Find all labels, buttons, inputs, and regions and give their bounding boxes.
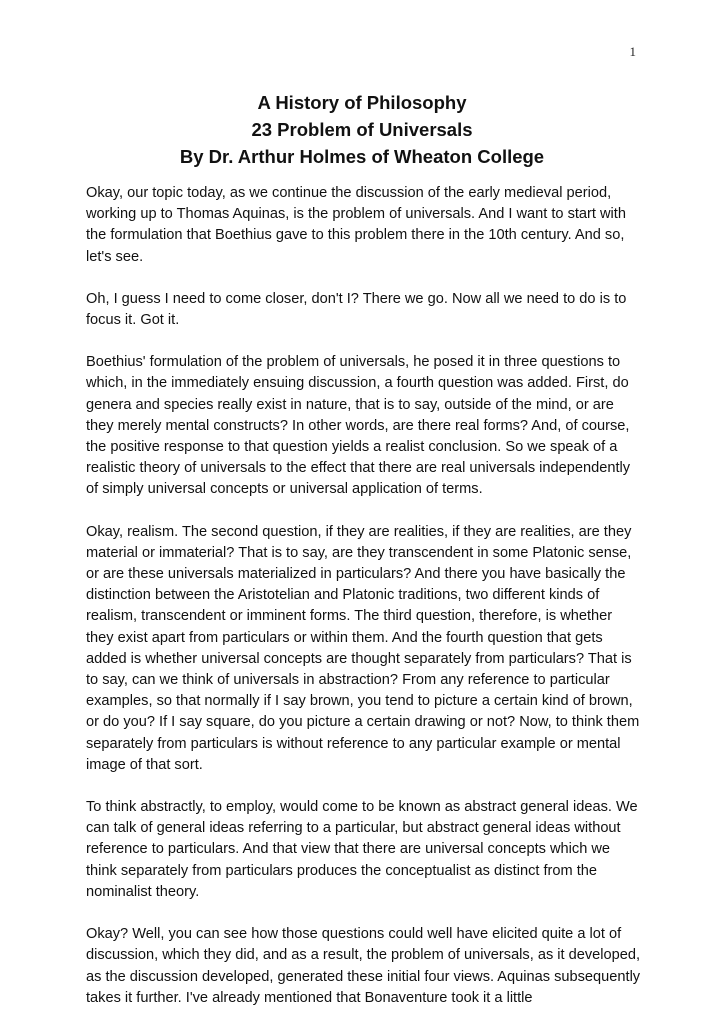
paragraph: To think abstractly, to employ, would come to be known as abstract general ideas. We can talk of general ideas referring to a particular, but abstract general ideas without reference to particulars. And that view that there are universal concepts which we think separately from particulars produces the conceptualist as distinct from the nominalist theory. <box>86 799 638 900</box>
document-body <box>86 183 642 1030</box>
paragraph: Okay? Well, you can see how those questions could well have elicited quite a lot of discussion, which they did, and as a result, the problem of universals, as it developed, as the discussion developed, generated these initial four views. Aquinas subsequently takes it further. I've already mentioned that Bonaventure took it a little <box>86 926 641 1006</box>
paragraph: Okay, our topic today, as we continue the discussion of the early medieval period, working up to Thomas Aquinas, is the problem of universals. And I want to start with the formulation that Boethius gave to this problem there in the 10th century. And so, let's see. <box>86 185 626 265</box>
title-series: A History of Philosophy <box>257 92 467 113</box>
page-number: 1 <box>629 44 636 59</box>
document-title <box>0 89 724 170</box>
paragraph: Okay, realism. The second question, if they are realities, if they are realities, are they material or immaterial? That is to say, are they transcendent in some Platonic sense, or are these universals materialized in particulars? And there you have basically the distinction between the Aristotelian and Platonic traditions, two different kinds of realism, transcendent or imminent forms. The third question, therefore, is whether they exist apart from particulars or within them. And the fourth question that gets added is whether universal concepts are thought separately from particulars? That is to say, can we think of universals in abstraction? From any reference to particular examples, so that normally if I say brown, you tend to picture a certain kind of brown, or do you? If I say square, do you picture a certain drawing or not? Now, to think them separately from particulars is without reference to any particular example or mental image of that sort. <box>86 523 640 773</box>
title-lecture: 23 Problem of Universals <box>251 119 473 140</box>
title-author: By Dr. Arthur Holmes of Wheaton College <box>179 146 545 167</box>
paragraph: Oh, I guess I need to come closer, don't I? There we go. Now all we need to do is to focus it. Got it. <box>86 290 627 329</box>
paragraph: Boethius' formulation of the problem of universals, he posed it in three questions to which, in the immediately ensuing discussion, a fourth question was added. First, do genera and species really exist in nature, that is to say, outside of the mind, or are they merely mental constructs? In other words, are there real forms? And, of course, the positive response to that question yields a realist conclusion. So we speak of a realistic theory of universals to the effect that there are real universals independently of simply universal concepts or universal application of terms. <box>86 354 631 498</box>
